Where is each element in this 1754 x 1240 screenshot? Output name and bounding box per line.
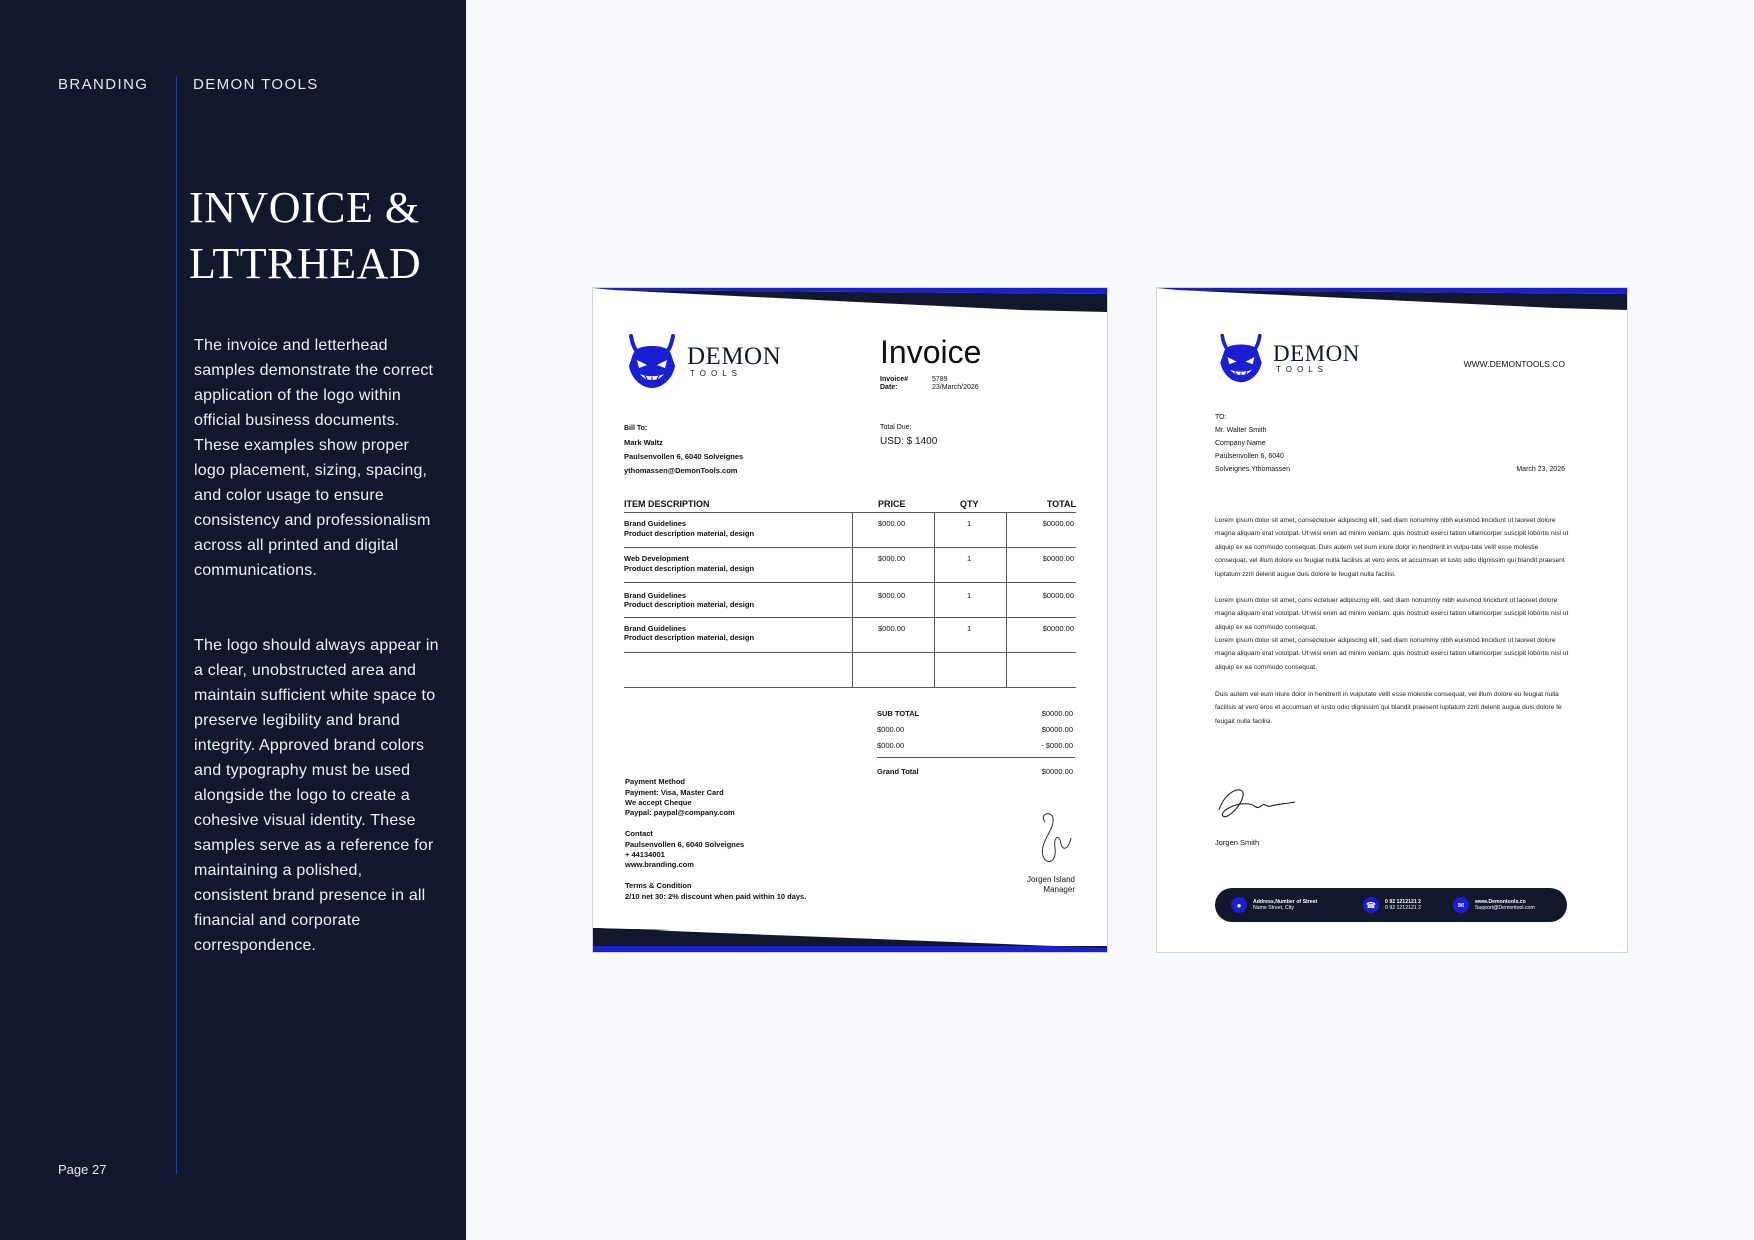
- title-line-1: INVOICE &: [189, 183, 420, 232]
- letter-signature: [1215, 780, 1299, 824]
- table-header: [624, 496, 1076, 513]
- contact-line-1: Paulsenvollen 6, 6040 Solveignes: [625, 840, 745, 849]
- letter-body-1: Lorem ipsum dolor sit amet, consectetuer adipiscing elit, sed diam nonummy nibh euismod tincidunt ut laoreet dolore magna aliquam erat volutpat. Ut wisi enim ad minim veniam, quis nostrud exerci tation ullamcorper suscipit lobortis nisl ut aliquip ex ea commodo consequat. Duis autem vel eum iriure dolor in hendrerit in vulpu-tate velit esse molestie consequat, vel illum dolore eu feugiat nulla facilisis at vero eros et accumsan et iusto odio dignissim qui blandit praesent luptatum zzril delenit augue duis dolore te feugait nulla facilisi.: [1215, 517, 1569, 578]
- to-city: Solveignes Ythomassen: [1215, 466, 1290, 473]
- letter-logo: [1215, 332, 1360, 384]
- col-price: PRICE: [878, 499, 906, 509]
- subtotal-label: SUB TOTAL: [877, 709, 920, 718]
- bill-to-label: Bill To:: [624, 425, 648, 432]
- row-price: $000.00: [878, 554, 906, 563]
- contact-line-3: www.branding.com: [625, 860, 694, 869]
- invoice-bottom-band: [593, 926, 1107, 952]
- letterhead-document: [1156, 287, 1628, 953]
- footer-phone-2: 0 92 1212121 2: [1385, 905, 1422, 911]
- row-qty: 1: [967, 519, 972, 528]
- demon-head-icon: [1215, 332, 1267, 384]
- website-text: WWW.DEMONTOOLS.CO: [1463, 359, 1565, 369]
- logo-subtext: TOOLS: [690, 369, 742, 378]
- col-qty: QTY: [960, 499, 979, 509]
- bill-name: Mark Waltz: [624, 438, 663, 447]
- invoice-top-band: [593, 288, 1107, 314]
- grand-total-label: Grand Total: [877, 767, 919, 776]
- totals-divider: [877, 757, 1075, 758]
- footer-email: Support@Demontool.com: [1475, 905, 1535, 911]
- side-panel: [0, 0, 466, 1240]
- row-title: Brand Guidelines: [624, 591, 687, 600]
- footer-web-url: www.Demontools.co: [1475, 898, 1526, 905]
- invoice-signature: [1031, 808, 1077, 868]
- row-total: $0000.00: [1042, 624, 1074, 633]
- logo-subtext: TOOLS: [1276, 365, 1328, 374]
- line3-value: - $000.00: [1041, 741, 1073, 750]
- footer-web: [1453, 897, 1535, 913]
- row-desc: Product description material, design: [624, 529, 755, 538]
- total-due-value: USD: $ 1400: [880, 436, 938, 447]
- to-company: Company Name: [1215, 440, 1266, 447]
- letter-date: March 23, 2026: [1516, 466, 1565, 473]
- letter-body-4: Duis autem vel eum iriure dolor in hendrerit in vulputate velit esse molestie consequat, vel illum dolore eu feugiat nulla facilisis at vero eros et accumsan et iusto odio dignissim qui blandit praesent luptatum zzril delenit augue duis dolore te feugait nulla facilisi.: [1215, 691, 1562, 725]
- letter-body-3: Lorem ipsum dolor sit amet, consectetuer adipiscing elit, sed diam nonummy nibh euismod tincidunt ut laoreet dolore magna aliquam erat volutpat. Ut wisi enim ad minim veniam, quis nostrud exerci tation ullamcorper suscipit lobortis nisl ut aliquip ex ea commodo consequat.: [1215, 637, 1569, 671]
- payment-line-1: Payment: Visa, Master Card: [625, 788, 724, 797]
- contact-line-2: + 44134001: [625, 850, 665, 859]
- letter-body-2: Lorem ipsum dolor sit amet, cons ectetuer adipiscing elit, sed diam nonummy nibh euismod tincidunt ut laoreet dolore magna aliquam erat volutpat. Ut wisi enim ad minim veniam, quis nostrud exerci tation ullamcorper suscipit lobortis nisl ut aliquip ex ea commodo consequat.: [1215, 597, 1569, 631]
- location-pin-icon: ●: [1231, 897, 1247, 913]
- footer-address-sub: Name Street, City: [1253, 905, 1294, 911]
- mail-icon: ✉: [1453, 897, 1469, 913]
- invoice-signer-name: Jorgen Island: [1026, 875, 1075, 884]
- bill-address: Paulsenvollen 6, 6040 Solveignes: [624, 452, 744, 461]
- invoice-date: 23/March/2026: [932, 384, 979, 391]
- invoice-heading: Invoice: [880, 334, 982, 370]
- letter-footer-bar: [1215, 888, 1567, 922]
- phone-icon: ☎: [1363, 897, 1379, 913]
- row-title: Brand Guidelines: [624, 624, 687, 633]
- row-price: $000.00: [878, 519, 906, 528]
- row-total: $0000.00: [1042, 554, 1074, 563]
- row-total: $0000.00: [1042, 519, 1074, 528]
- table-row-empty: [624, 653, 1076, 688]
- row-price: $000.00: [878, 591, 906, 600]
- footer-address-title: Address,Number of Street: [1253, 898, 1318, 905]
- invoice-document: [592, 287, 1108, 953]
- terms-heading: Terms & Condition: [625, 881, 692, 890]
- total-due-label: Total Due:: [880, 424, 912, 431]
- logo-wordmark: DEMON: [687, 343, 782, 370]
- description-paragraph-1: The invoice and letterhead samples demonstrate the correct application of the logo within official business documents. These examples show proper logo placement, sizing, spacing, and color usage to ensure consistency and professionalism across all printed and digital communications.: [194, 337, 434, 579]
- payment-heading: Payment Method: [625, 777, 686, 786]
- bill-email: ythomassen@DemonTools.com: [624, 466, 738, 475]
- table-row: [624, 548, 1076, 583]
- table-row: [624, 583, 1076, 618]
- footer-phone: [1363, 897, 1421, 913]
- page-number: Page 27: [58, 1162, 107, 1177]
- grand-total-value: $0000.00: [1041, 767, 1073, 776]
- row-desc: Product description material, design: [624, 564, 755, 573]
- logo-wordmark: DEMON: [1273, 341, 1360, 366]
- terms-line: 2/10 net 30: 2% discount when paid within 10 days.: [625, 892, 807, 901]
- letter-signer: Jorgen Smith: [1215, 838, 1260, 847]
- row-title: Brand Guidelines: [624, 519, 687, 528]
- row-title: Web Development: [624, 554, 689, 563]
- invoice-logo: [623, 332, 781, 390]
- subtotal-value: $0000.00: [1041, 709, 1073, 718]
- row-price: $000.00: [878, 624, 906, 633]
- to-name: Mr. Walter Smith: [1215, 427, 1267, 434]
- row-desc: Product description material, design: [624, 633, 755, 642]
- row-qty: 1: [967, 624, 972, 633]
- description-paragraph-2: The logo should always appear in a clear, unobstructed area and maintain sufficient white space to preserve legibility and brand integrity. Approved brand colors and typography must be used alongside the logo to create a cohesive visual identity. These samples serve as a reference for maintaining a polished, consistent brand presence in all financial and corporate correspondence.: [194, 637, 439, 954]
- line2-label: $000.00: [877, 725, 905, 734]
- table-row: [624, 513, 1076, 548]
- row-qty: 1: [967, 554, 972, 563]
- footer-phone-1: 0 92 1212121 2: [1385, 898, 1422, 905]
- footer-address: [1231, 897, 1317, 913]
- contact-heading: Contact: [625, 829, 653, 838]
- invoice-number-label: Invoice#: [880, 376, 909, 383]
- invoice-date-label: Date:: [880, 384, 898, 391]
- payment-line-3: Paypal: paypal@company.com: [625, 808, 735, 817]
- line2-value: $0000.00: [1041, 725, 1073, 734]
- letter-top-band: [1157, 288, 1627, 312]
- divider-line: [176, 76, 177, 1174]
- demon-head-icon: [623, 332, 681, 390]
- row-qty: 1: [967, 591, 972, 600]
- invoice-table: [624, 496, 1076, 688]
- to-street: Paulsenvollen 6, 6040: [1215, 453, 1284, 460]
- line3-label: $000.00: [877, 741, 905, 750]
- project-label: DEMON TOOLS: [193, 76, 319, 93]
- invoice-signer-role: Manager: [1043, 885, 1075, 894]
- invoice-number: 5789: [932, 376, 948, 383]
- to-label: TO:: [1215, 414, 1227, 421]
- page-title: [189, 180, 459, 292]
- title-line-2: LTTRHEAD: [189, 239, 422, 288]
- row-desc: Product description material, design: [624, 600, 755, 609]
- table-row: [624, 618, 1076, 653]
- col-total: TOTAL: [1046, 499, 1076, 509]
- row-total: $0000.00: [1042, 591, 1074, 600]
- payment-line-2: We accept Cheque: [625, 798, 692, 807]
- section-label: BRANDING: [58, 76, 149, 93]
- col-description: ITEM DESCRIPTION: [624, 499, 710, 509]
